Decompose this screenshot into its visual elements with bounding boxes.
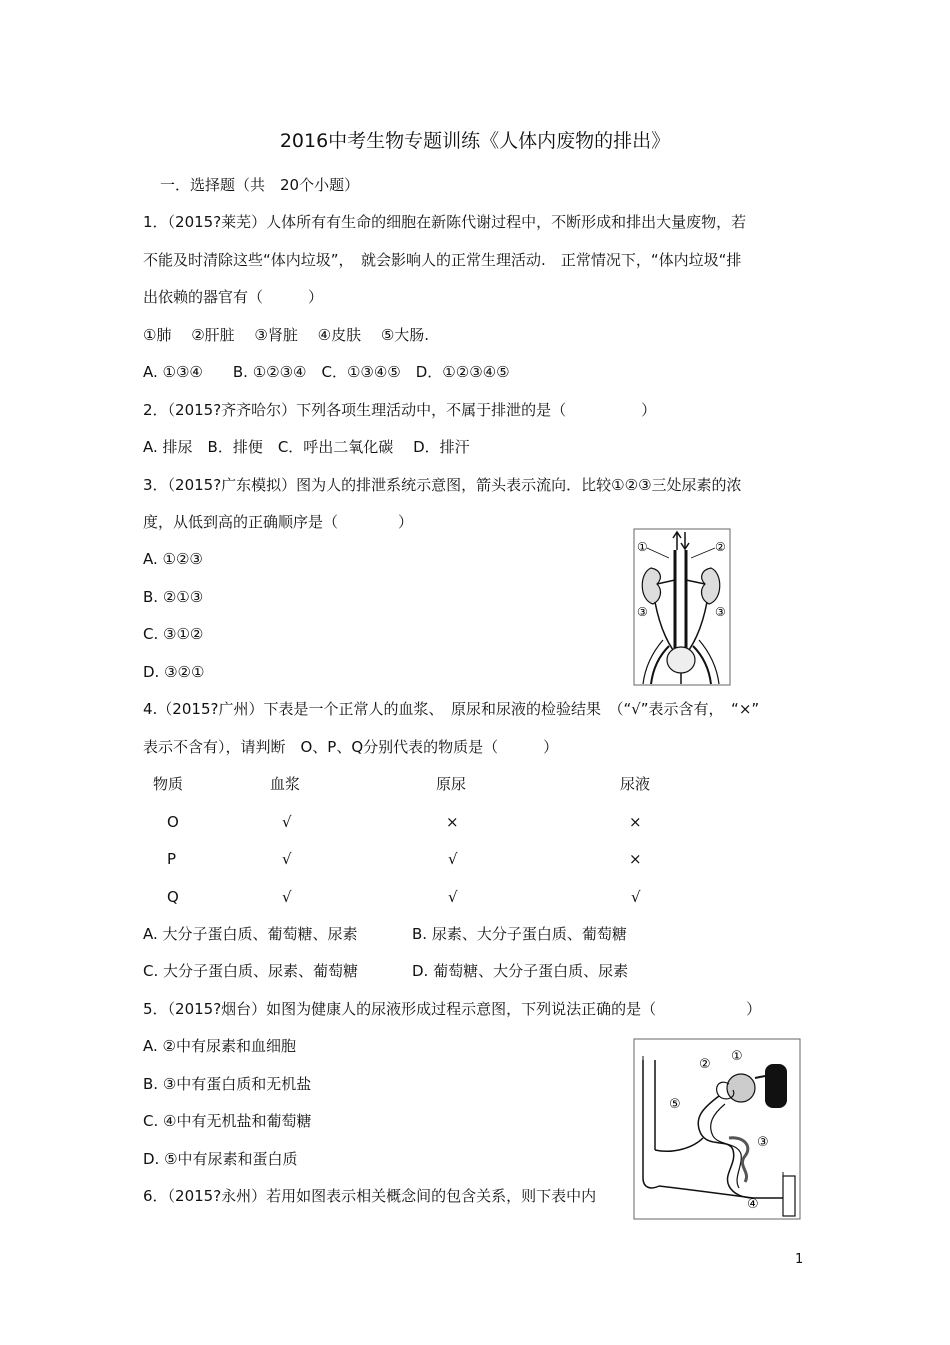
fig5-label-4: ④: [747, 1197, 759, 1212]
q5-option-a: A. ②中有尿素和血细胞: [143, 1037, 296, 1055]
q4-line-2: 表示不含有），请判断 O、P、Q分别代表的物质是（ ）: [143, 738, 559, 756]
q3-option-d: D. ③②①: [143, 663, 205, 681]
q3-option-c: C. ③①②: [143, 625, 204, 643]
table-header-substance: 物质: [153, 775, 184, 793]
section-heading: 一．选择题（共 20个小题）: [160, 176, 360, 194]
q3-line-1: 3．（2015?广东模拟）图为人的排泄系统示意图，箭头表示流向．比较①②③三处尿素的浓: [143, 476, 742, 494]
table-cell: √: [282, 850, 292, 868]
fig3-label-3-right: ③: [715, 605, 726, 619]
fig5-label-1: ①: [731, 1049, 743, 1064]
page-number: 1: [795, 1252, 804, 1267]
q5-line-1: 5．（2015?烟台）如图为健康人的尿液形成过程示意图，下列说法正确的是（ ）: [143, 1000, 762, 1018]
q4-option-a: A. 大分子蛋白质、葡萄糖、尿素: [143, 925, 358, 943]
q1-line-1: 1．（2015?莱芜）人体所有有生命的细胞在新陈代谢过程中，不断形成和排出大量废物，若: [143, 213, 747, 231]
excretory-system-figure: [633, 528, 731, 686]
table-cell: √: [282, 888, 292, 906]
table-cell: ×: [629, 850, 642, 868]
fig3-label-2: ②: [715, 540, 726, 554]
table-cell: Q: [167, 888, 179, 906]
q1-options: A. ①③④ B. ①②③④ C．①③④⑤ D．①②③④⑤: [143, 363, 510, 381]
table-header-urine: 尿液: [620, 775, 651, 793]
q2-line-1: 2．（2015?齐齐哈尔）下列各项生理活动中，不属于排泄的是（ ）: [143, 401, 657, 419]
table-header-primary-urine: 原尿: [436, 775, 467, 793]
table-cell: ×: [446, 813, 459, 831]
fig5-label-5: ⑤: [669, 1097, 681, 1112]
q4-option-d: D. 葡萄糖、大分子蛋白质、尿素: [412, 962, 629, 980]
table-cell: P: [167, 850, 177, 868]
q4-option-b: B. 尿素、大分子蛋白质、葡萄糖: [412, 925, 627, 943]
q1-items: ①肺 ②肝脏 ③肾脏 ④皮肤 ⑤大肠.: [143, 326, 430, 344]
table-cell: √: [448, 850, 458, 868]
table-header-plasma: 血浆: [270, 775, 301, 793]
q4-option-c: C. 大分子蛋白质、尿素、葡萄糖: [143, 962, 359, 980]
q3-line-2: 度，从低到高的正确顺序是（ ）: [143, 513, 414, 531]
table-cell: √: [448, 888, 458, 906]
page-title: 2016中考生物专题训练《人体内废物的排出》: [279, 130, 671, 152]
q5-option-d: D. ⑤中有尿素和蛋白质: [143, 1150, 298, 1168]
q3-option-b: B. ②①③: [143, 588, 204, 606]
fig3-label-1: ①: [637, 540, 648, 554]
table-cell: O: [167, 813, 179, 831]
table-cell: √: [631, 888, 641, 906]
q1-line-2: 不能及时清除这些“体内垃圾”， 就会影响人的正常生理活动. 正常情况下，“体内垃圾“排: [143, 251, 742, 269]
q1-line-3: 出依赖的器官有（ ）: [143, 288, 324, 306]
q3-option-a: A. ①②③: [143, 550, 203, 568]
table-cell: √: [282, 813, 292, 831]
table-cell: ×: [629, 813, 642, 831]
fig3-label-3-left: ③: [637, 605, 648, 619]
q2-options: A. 排尿 B．排便 C．呼出二氧化碳 D．排汗: [143, 438, 470, 456]
fig5-label-2: ②: [699, 1057, 711, 1072]
q5-option-c: C. ④中有无机盐和葡萄糖: [143, 1112, 312, 1130]
q4-line-1: 4.（2015?广州）下表是一个正常人的血浆、 原尿和尿液的检验结果 （“√”表示含有， “×”: [143, 700, 760, 718]
nephron-figure: [633, 1038, 801, 1220]
q5-option-b: B. ③中有蛋白质和无机盐: [143, 1075, 312, 1093]
fig5-label-3: ③: [757, 1135, 769, 1150]
q6-line-1: 6．（2015?永州）若用如图表示相关概念间的包含关系，则下表中内: [143, 1187, 597, 1205]
